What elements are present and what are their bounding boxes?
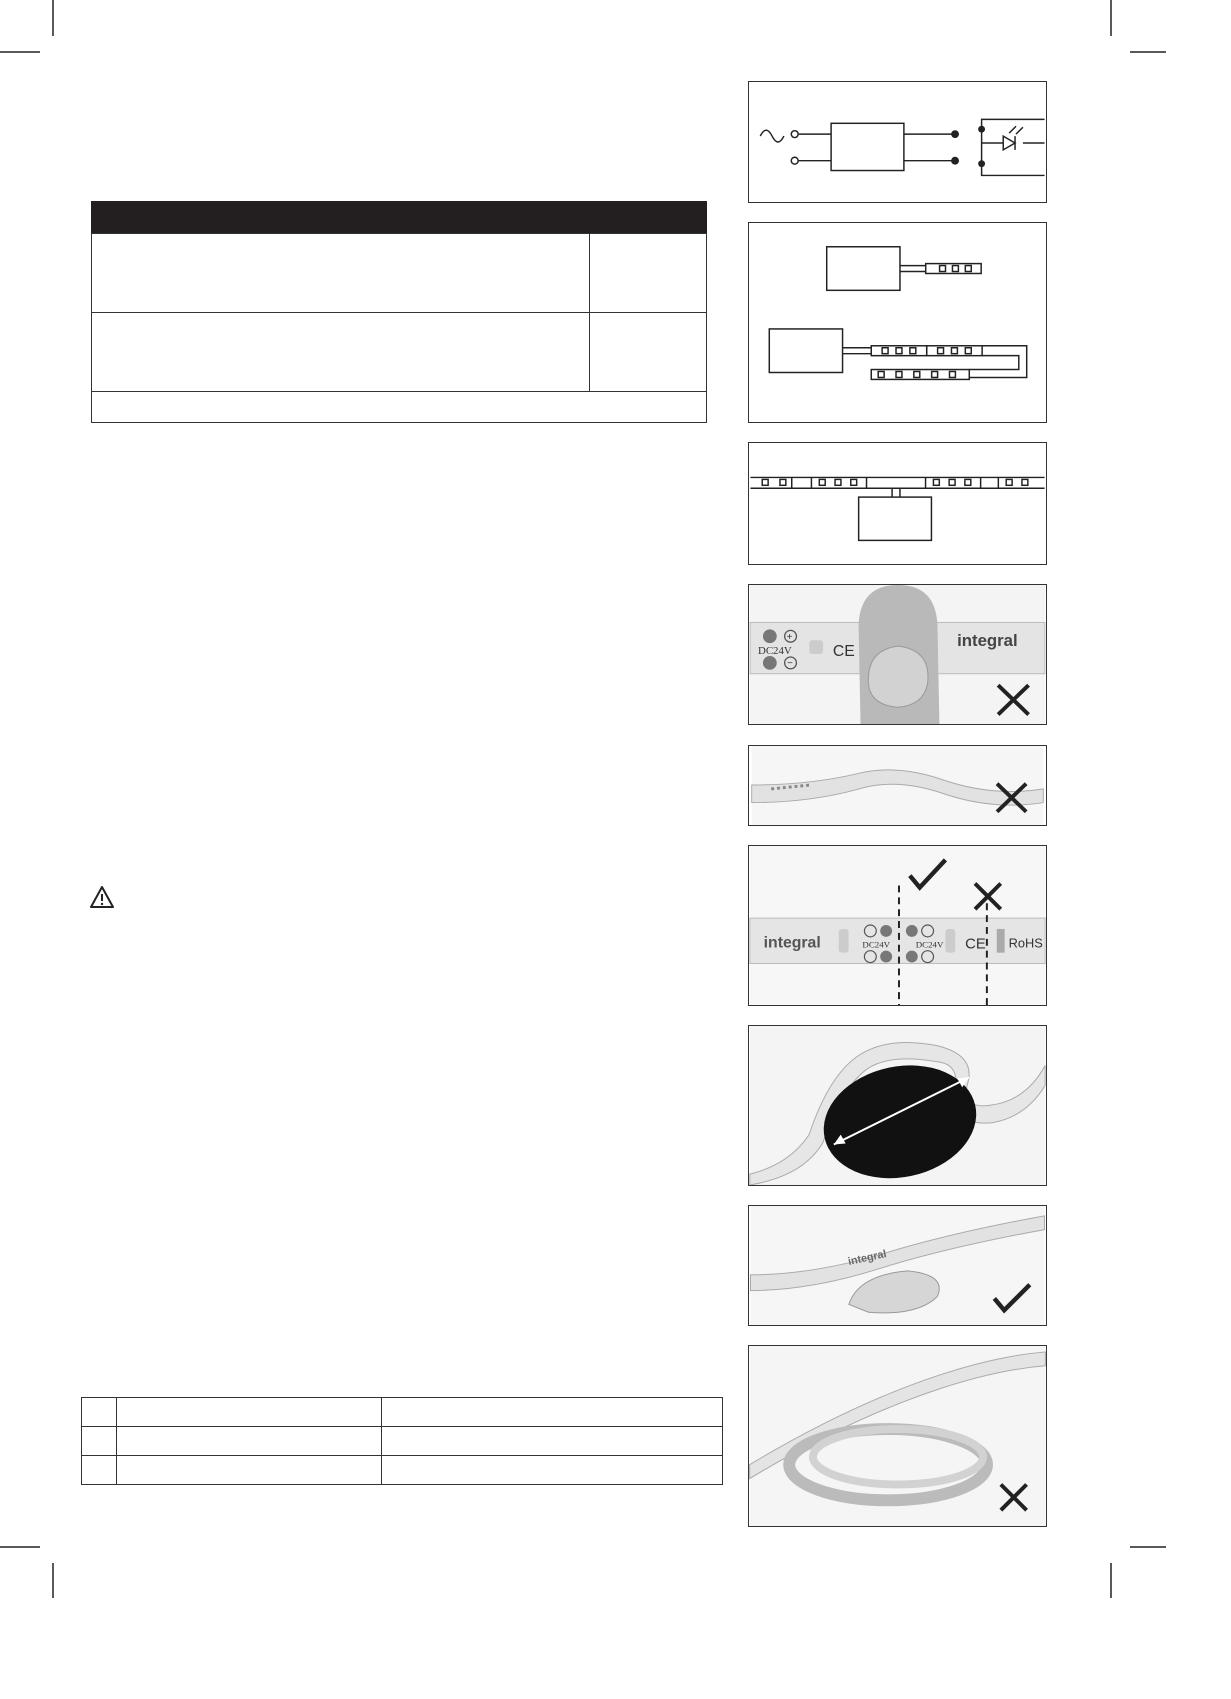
minus-icon: −: [787, 657, 793, 669]
no-twist-photo: [749, 746, 1046, 825]
correct-coil-panel: [748, 1205, 1047, 1326]
warning-triangle-icon: [89, 885, 115, 909]
spec-table-header: [91, 201, 707, 234]
table-row: [92, 313, 707, 392]
brand-label: integral: [763, 934, 821, 952]
ce-mark: CE: [965, 936, 986, 953]
bend-radius-panel: [748, 1025, 1047, 1186]
wiring-diagram-panel: [748, 81, 1047, 203]
rohs-mark: RoHS: [1008, 935, 1043, 951]
correct-coil-photo: [749, 1206, 1046, 1325]
driver-box: [827, 247, 900, 291]
centre-feed-panel: [748, 442, 1047, 565]
brand-label: integral: [846, 1248, 888, 1268]
centre-feed-diagram: [749, 443, 1046, 564]
driver-box: [859, 497, 932, 540]
strip-length-diagram: [749, 223, 1046, 422]
wiring-diagram: [749, 82, 1046, 202]
no-press-panel: [748, 584, 1047, 725]
driver-box: [769, 329, 842, 373]
bottom-table: [81, 1397, 723, 1485]
cut-points-panel: [748, 845, 1047, 1006]
cut-points-photo: [749, 846, 1046, 1005]
table-row: [82, 1398, 723, 1427]
strip-length-panel: [748, 222, 1047, 423]
ce-mark: CE: [832, 642, 855, 660]
incorrect-coil-photo: [749, 1346, 1046, 1526]
voltage-label: DC24V: [862, 939, 891, 950]
brand-label: integral: [957, 631, 1018, 651]
spec-table: [91, 233, 707, 423]
bend-radius-photo: [749, 1026, 1046, 1185]
table-row: [82, 1427, 723, 1456]
table-row: [92, 234, 707, 313]
ac-source-icon: [760, 130, 784, 142]
no-press-photo: [749, 585, 1046, 724]
plus-icon: +: [786, 632, 793, 644]
led-diode-icon: [1003, 126, 1023, 150]
voltage-label: DC24V: [915, 939, 944, 950]
incorrect-coil-panel: [748, 1345, 1047, 1527]
table-row: [92, 392, 707, 423]
driver-box: [831, 123, 904, 170]
voltage-label: DC24V: [758, 645, 792, 658]
no-twist-panel: [748, 745, 1047, 826]
table-row: [82, 1456, 723, 1485]
